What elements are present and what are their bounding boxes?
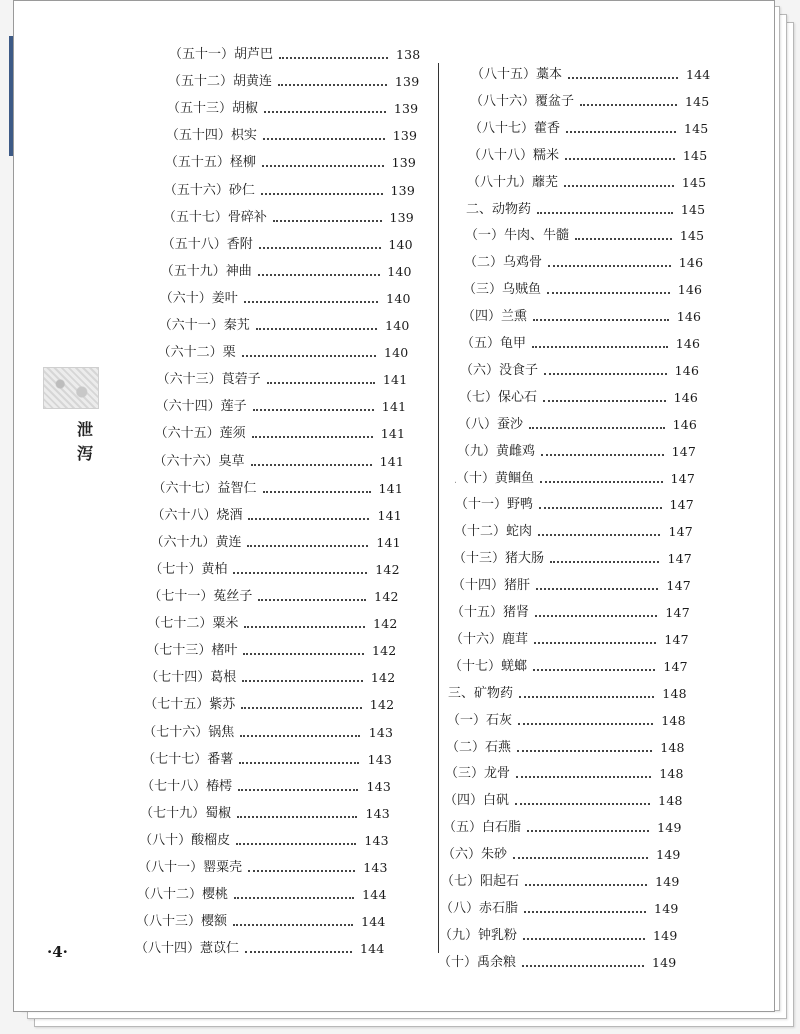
toc-entry-label: （八十三）樱额 (136, 912, 231, 932)
dot-leader (253, 391, 374, 411)
toc-entry[interactable] (468, 146, 713, 166)
toc-entry[interactable] (469, 119, 714, 139)
toc-entry[interactable] (451, 603, 695, 623)
toc-entry[interactable] (471, 65, 716, 85)
toc-entry-page: 143 (363, 860, 388, 875)
toc-entry[interactable] (163, 208, 420, 228)
toc-entry-label: （十三）猪大肠 (453, 549, 548, 569)
toc-entry-label: （五）龟甲 (461, 334, 530, 354)
dot-leader (543, 382, 666, 402)
toc-entry-page: 143 (366, 778, 391, 794)
dot-leader (529, 409, 665, 429)
dot-leader (237, 798, 357, 818)
toc-entry-page: 141 (376, 534, 401, 550)
dot-leader (236, 825, 356, 845)
toc-entry-label: （十七）蜣螂 (449, 657, 531, 677)
dot-leader (258, 581, 366, 601)
dot-leader (533, 651, 655, 671)
toc-entry-label: （一）牛肉、牛髓 (465, 226, 573, 246)
toc-entry-label: （五十九）神曲 (161, 262, 256, 282)
toc-entry[interactable] (459, 388, 704, 408)
toc-entry[interactable] (142, 750, 397, 770)
toc-entry[interactable] (141, 777, 396, 797)
toc-entry-label: （六十七）益智仁 (153, 479, 261, 499)
toc-entry-label: （八）赤石脂 (440, 899, 522, 919)
toc-entry-label: （七）阳起石 (441, 872, 523, 892)
toc-entry-label: （七十九）蜀椒 (140, 804, 235, 824)
toc-entry-label: （九）钟乳粉 (439, 926, 521, 946)
toc-entry-page: 140 (388, 236, 413, 252)
dot-leader (273, 202, 382, 222)
toc-entry-label: 二、动物药 (466, 200, 535, 220)
toc-entry-label: （二）乌鸡骨 (464, 253, 546, 273)
toc-entry-page: 144 (362, 887, 387, 903)
toc-entry-page: 142 (369, 697, 395, 713)
dot-leader (247, 527, 368, 547)
toc-entry[interactable] (444, 791, 688, 811)
dot-leader (537, 194, 673, 214)
toc-entry-page: 142 (374, 589, 399, 604)
toc-entry-label: （一）石灰 (447, 711, 516, 731)
toc-entry-page: 140 (387, 263, 412, 279)
toc-entry-page: 139 (393, 101, 419, 117)
toc-entry[interactable] (441, 872, 685, 892)
toc-page (13, 0, 775, 1012)
toc-entry-page: 147 (670, 470, 695, 486)
toc-entry-page: 149 (656, 847, 681, 863)
toc-entry-page: 148 (659, 766, 684, 782)
toc-entry-label: （七）保心石 (459, 388, 541, 408)
dot-leader (580, 86, 677, 106)
toc-entry-page: 141 (382, 372, 408, 388)
column-divider (438, 63, 439, 958)
side-title-char-1: 泄 (76, 420, 93, 439)
toc-entry-page: 143 (368, 724, 394, 740)
toc-entry[interactable] (456, 469, 701, 489)
dot-leader (240, 717, 360, 737)
dot-leader (267, 364, 375, 384)
dot-leader (566, 113, 676, 133)
toc-entry-page: 145 (684, 93, 710, 109)
toc-entry-label: （十一）野鸭 (455, 495, 537, 515)
dot-leader (541, 436, 664, 456)
toc-entry-label: （八十九）蘼芜 (467, 173, 562, 193)
dot-leader (550, 543, 659, 563)
toc-entry-label: （六十八）烧酒 (151, 506, 246, 526)
toc-entry[interactable] (159, 316, 415, 336)
toc-entry[interactable] (148, 587, 404, 607)
toc-entry[interactable] (461, 334, 706, 354)
dot-leader (564, 167, 674, 187)
dot-leader (242, 662, 363, 682)
toc-entry-page: 146 (677, 282, 703, 298)
toc-entry-label: （六十九）黄连 (150, 533, 245, 553)
toc-entry[interactable] (449, 657, 693, 677)
toc-entry-page: 141 (378, 480, 403, 496)
toc-entry-label: （五十四）枳实 (166, 126, 261, 146)
dot-leader (522, 947, 644, 967)
toc-entry-page: 139 (390, 182, 415, 198)
dot-leader (252, 418, 373, 438)
toc-entry-label: （五十八）香附 (162, 235, 257, 255)
dot-leader (248, 500, 369, 520)
dot-leader (540, 463, 663, 483)
toc-entry-page: 140 (385, 318, 410, 333)
toc-entry[interactable] (162, 235, 419, 255)
toc-entry-label: （十）禹余粮 (438, 953, 520, 973)
dot-leader (262, 147, 384, 167)
toc-entry-page: 148 (658, 793, 683, 809)
dot-leader (513, 839, 648, 859)
toc-entry-label: （六）没食子 (460, 361, 542, 381)
toc-entry-page: 147 (666, 578, 691, 594)
toc-entry-label: （六十一）秦艽 (159, 316, 254, 336)
toc-entry[interactable] (465, 226, 710, 246)
dot-leader (263, 120, 385, 140)
toc-entry-page: 147 (664, 631, 689, 647)
toc-entry-page: 141 (377, 507, 402, 523)
toc-entry-page: 143 (365, 805, 390, 821)
toc-entry-page: 147 (665, 605, 690, 620)
dot-leader (565, 140, 675, 160)
toc-entry[interactable] (447, 711, 691, 731)
toc-entry[interactable] (155, 424, 411, 444)
toc-entry-page: 138 (396, 47, 421, 62)
toc-entry-page: 149 (652, 954, 677, 970)
dot-leader (516, 758, 651, 778)
dot-leader (248, 852, 355, 872)
toc-entry-label: 三、矿物药 (448, 684, 517, 704)
toc-entry[interactable] (156, 397, 412, 417)
toc-entry-label: （八）蚕沙 (458, 415, 527, 435)
dot-leader (243, 635, 364, 655)
toc-entry-label: （八十六）覆盆子 (470, 92, 578, 112)
toc-entry[interactable] (153, 479, 409, 499)
toc-entry-label: （六）朱砂 (442, 845, 511, 865)
side-title-char-2: 泻 (76, 444, 93, 463)
dot-leader (256, 310, 377, 330)
toc-entry-page: 146 (678, 255, 704, 271)
dot-leader (233, 554, 367, 574)
toc-entry-label: （五十三）胡椒 (167, 99, 262, 119)
toc-entry-label: （八十）酸榴皮 (139, 831, 234, 851)
toc-entry-label: （三）龙骨 (445, 764, 514, 784)
toc-entry-label: （八十二）樱桃 (137, 885, 232, 905)
toc-entry-page: 146 (674, 362, 700, 378)
toc-entry-label: （七十七）番薯 (142, 750, 237, 770)
toc-entry-page: 145 (679, 228, 705, 244)
dot-leader (548, 247, 671, 267)
dot-leader (519, 678, 654, 698)
toc-entry-page: 139 (391, 155, 417, 171)
toc-entry-page: 145 (682, 147, 708, 163)
dot-leader (524, 893, 646, 913)
toc-entry-label: （六十三）莨菪子 (157, 370, 265, 390)
dot-leader (279, 39, 388, 59)
toc-entry[interactable] (457, 442, 702, 462)
toc-entry[interactable] (137, 885, 392, 905)
dot-leader (244, 608, 365, 628)
dot-leader (527, 812, 649, 832)
toc-entry-label: （七十二）粟米 (147, 614, 242, 634)
page-number: ·4· (47, 943, 68, 961)
toc-entry-page: 139 (389, 209, 414, 225)
toc-entry[interactable] (135, 939, 390, 959)
toc-entry-page: 146 (675, 336, 701, 351)
dot-leader (251, 446, 372, 466)
toc-entry[interactable] (464, 253, 709, 273)
toc-entry-label: （九）黄雌鸡 (457, 442, 539, 462)
toc-entry-label: （二）石燕 (446, 738, 515, 758)
dot-leader (517, 732, 652, 752)
dot-leader (536, 570, 658, 590)
dot-leader (233, 906, 353, 926)
toc-entry-page: 147 (667, 551, 692, 567)
dot-leader (242, 337, 376, 357)
toc-entry-page: 145 (680, 201, 706, 217)
toc-entry[interactable] (145, 668, 401, 688)
toc-entry-label: （六十五）莲须 (155, 424, 250, 444)
dot-leader (535, 597, 657, 617)
toc-entry-label: （七十四）葛根 (145, 668, 240, 688)
toc-entry[interactable] (164, 181, 421, 201)
toc-entry[interactable] (442, 845, 686, 865)
toc-entry-label: （七十六）锅焦 (143, 723, 238, 743)
toc-entry-page: 139 (392, 128, 418, 144)
dot-leader (278, 66, 387, 86)
toc-entry-page: 146 (676, 309, 702, 325)
dot-leader (261, 175, 383, 195)
toc-entry-page: 149 (653, 927, 678, 943)
toc-entry-label: （十）黄鲴鱼 (456, 469, 538, 489)
dot-leader (525, 866, 647, 886)
toc-entry-page: 141 (381, 399, 407, 415)
toc-entry-page: 147 (663, 658, 688, 674)
toc-entry[interactable] (168, 72, 425, 92)
toc-entry[interactable] (157, 370, 413, 390)
toc-entry-page: 146 (673, 389, 699, 405)
dot-leader (239, 744, 359, 764)
toc-entry[interactable] (466, 200, 711, 220)
toc-entry-page: 144 (686, 67, 711, 82)
toc-entry-label: （七十一）菟丝子 (148, 587, 256, 607)
decorative-ornament-image (43, 367, 99, 409)
toc-entry-label: （十二）蛇肉 (454, 522, 536, 542)
toc-entry[interactable] (144, 695, 400, 715)
toc-entry-label: （六十二）栗 (158, 343, 240, 363)
toc-entry-page: 148 (660, 739, 685, 755)
toc-entry[interactable] (454, 522, 698, 542)
toc-entry-page: 149 (654, 900, 679, 916)
toc-entry-label: （八十七）藿香 (469, 119, 564, 139)
toc-entry-page: 149 (655, 874, 680, 889)
toc-entry-page: 148 (662, 685, 687, 701)
toc-entry[interactable] (151, 506, 407, 526)
toc-entry-label: （八十四）薏苡仁 (135, 939, 243, 959)
toc-entry[interactable] (438, 953, 682, 973)
toc-entry-label: （四）兰熏 (462, 307, 531, 327)
toc-entry[interactable] (150, 533, 406, 553)
toc-entry[interactable] (440, 899, 684, 919)
toc-entry-label: （五十六）砂仁 (164, 181, 259, 201)
toc-entry-label: （八十一）罂粟壳 (138, 858, 246, 878)
dot-leader (534, 624, 656, 644)
toc-entry[interactable] (160, 289, 416, 309)
toc-entry-label: （五十二）胡黄连 (168, 72, 276, 92)
toc-entry[interactable] (460, 361, 705, 381)
toc-entry-label: （十五）猪肾 (451, 603, 533, 623)
toc-entry-page: 142 (370, 670, 396, 686)
dot-leader (547, 274, 670, 294)
toc-entry-label: （四）白矾 (444, 791, 513, 811)
toc-entry-page: 142 (371, 643, 397, 659)
toc-entry[interactable] (462, 307, 707, 327)
dot-leader (234, 879, 354, 899)
toc-entry-label: （五十五）柽柳 (165, 153, 260, 173)
toc-entry-label: （八十八）糯米 (468, 146, 563, 166)
toc-entry-label: （十六）鹿茸 (450, 630, 532, 650)
toc-entry[interactable] (166, 126, 423, 146)
toc-entry[interactable] (140, 804, 395, 824)
toc-entry-label: （六十）姜叶 (160, 289, 242, 309)
dot-leader (241, 689, 362, 709)
toc-entry[interactable] (136, 912, 391, 932)
dot-leader (518, 705, 653, 725)
toc-entry[interactable] (452, 576, 696, 596)
toc-entry-page: 142 (373, 616, 398, 632)
toc-entry-page: 147 (671, 443, 697, 459)
dot-leader (263, 473, 371, 493)
dot-leader (264, 93, 386, 113)
dot-leader (575, 220, 672, 240)
toc-entry-page: 147 (669, 497, 694, 513)
toc-entry-page: 142 (375, 561, 400, 577)
toc-entry[interactable] (448, 684, 692, 704)
toc-entry-page: 139 (394, 74, 420, 90)
toc-entry-label: （七十）黄柏 (149, 560, 231, 580)
toc-entry[interactable] (161, 262, 418, 282)
toc-entry-page: 141 (380, 426, 406, 442)
toc-entry-label: （十四）猪肝 (452, 576, 534, 596)
toc-entry[interactable] (139, 831, 394, 851)
toc-entry-label: （七十五）紫苏 (144, 695, 239, 715)
dot-leader (532, 328, 668, 348)
toc-entry[interactable] (147, 614, 403, 634)
toc-entry[interactable] (450, 630, 694, 650)
dot-leader (515, 785, 650, 805)
dot-leader (245, 933, 352, 953)
dot-leader (259, 229, 381, 249)
toc-entry-label: （七十三）楮叶 (146, 641, 241, 661)
toc-entry[interactable] (467, 173, 712, 193)
toc-entry-page: 143 (364, 832, 389, 848)
toc-entry-label: （五十七）骨碎补 (163, 208, 271, 228)
toc-entry[interactable] (158, 343, 414, 363)
dot-leader (523, 920, 645, 940)
toc-entry[interactable] (146, 641, 402, 661)
toc-entry[interactable] (169, 45, 426, 65)
dot-leader (258, 256, 380, 276)
toc-entry-page: 147 (668, 524, 693, 540)
toc-entry-label: （五十一）胡芦巴 (169, 45, 277, 65)
toc-entry-label: （五）白石脂 (443, 818, 525, 838)
toc-entry-label: （三）乌贼鱼 (463, 280, 545, 300)
toc-entry-page: 143 (367, 751, 393, 767)
dot-leader (238, 771, 358, 791)
toc-entry-label: （八十五）藁本 (471, 65, 566, 85)
toc-entry-label: （六十四）莲子 (156, 397, 251, 417)
dot-leader (244, 283, 378, 303)
toc-entry-page: 148 (661, 712, 686, 728)
toc-entry[interactable] (167, 99, 424, 119)
toc-entry-page: 140 (383, 345, 409, 361)
toc-entry-page: 144 (361, 914, 386, 930)
toc-entry-page: 149 (657, 820, 682, 836)
toc-entry-label: （六十六）臭草 (154, 452, 249, 472)
toc-entry[interactable] (445, 764, 689, 784)
toc-entry-page: 146 (672, 416, 698, 432)
toc-entry-page: 145 (683, 120, 709, 136)
toc-entry[interactable] (453, 549, 697, 569)
toc-entry[interactable] (165, 153, 422, 173)
toc-entry[interactable] (149, 560, 405, 580)
toc-entry-page: 141 (379, 453, 405, 469)
toc-entry[interactable] (446, 738, 690, 758)
toc-entry[interactable] (470, 92, 715, 112)
dot-leader (538, 516, 660, 536)
toc-entry-page: 144 (360, 941, 385, 957)
dot-leader (533, 301, 669, 321)
toc-entry[interactable] (439, 926, 683, 946)
toc-entry[interactable] (463, 280, 708, 300)
toc-entry-page: 140 (386, 290, 411, 306)
toc-entry-label: （七十八）椿樗 (141, 777, 236, 797)
toc-entry[interactable] (458, 415, 703, 435)
toc-entry[interactable] (443, 818, 687, 838)
dot-leader (539, 489, 662, 509)
toc-entry[interactable] (138, 858, 393, 878)
toc-entry[interactable] (154, 452, 410, 472)
toc-entry[interactable] (143, 723, 398, 743)
toc-entry-page: 145 (681, 174, 707, 190)
dot-leader (544, 355, 667, 375)
toc-entry[interactable] (455, 495, 700, 515)
dot-leader (568, 59, 678, 79)
